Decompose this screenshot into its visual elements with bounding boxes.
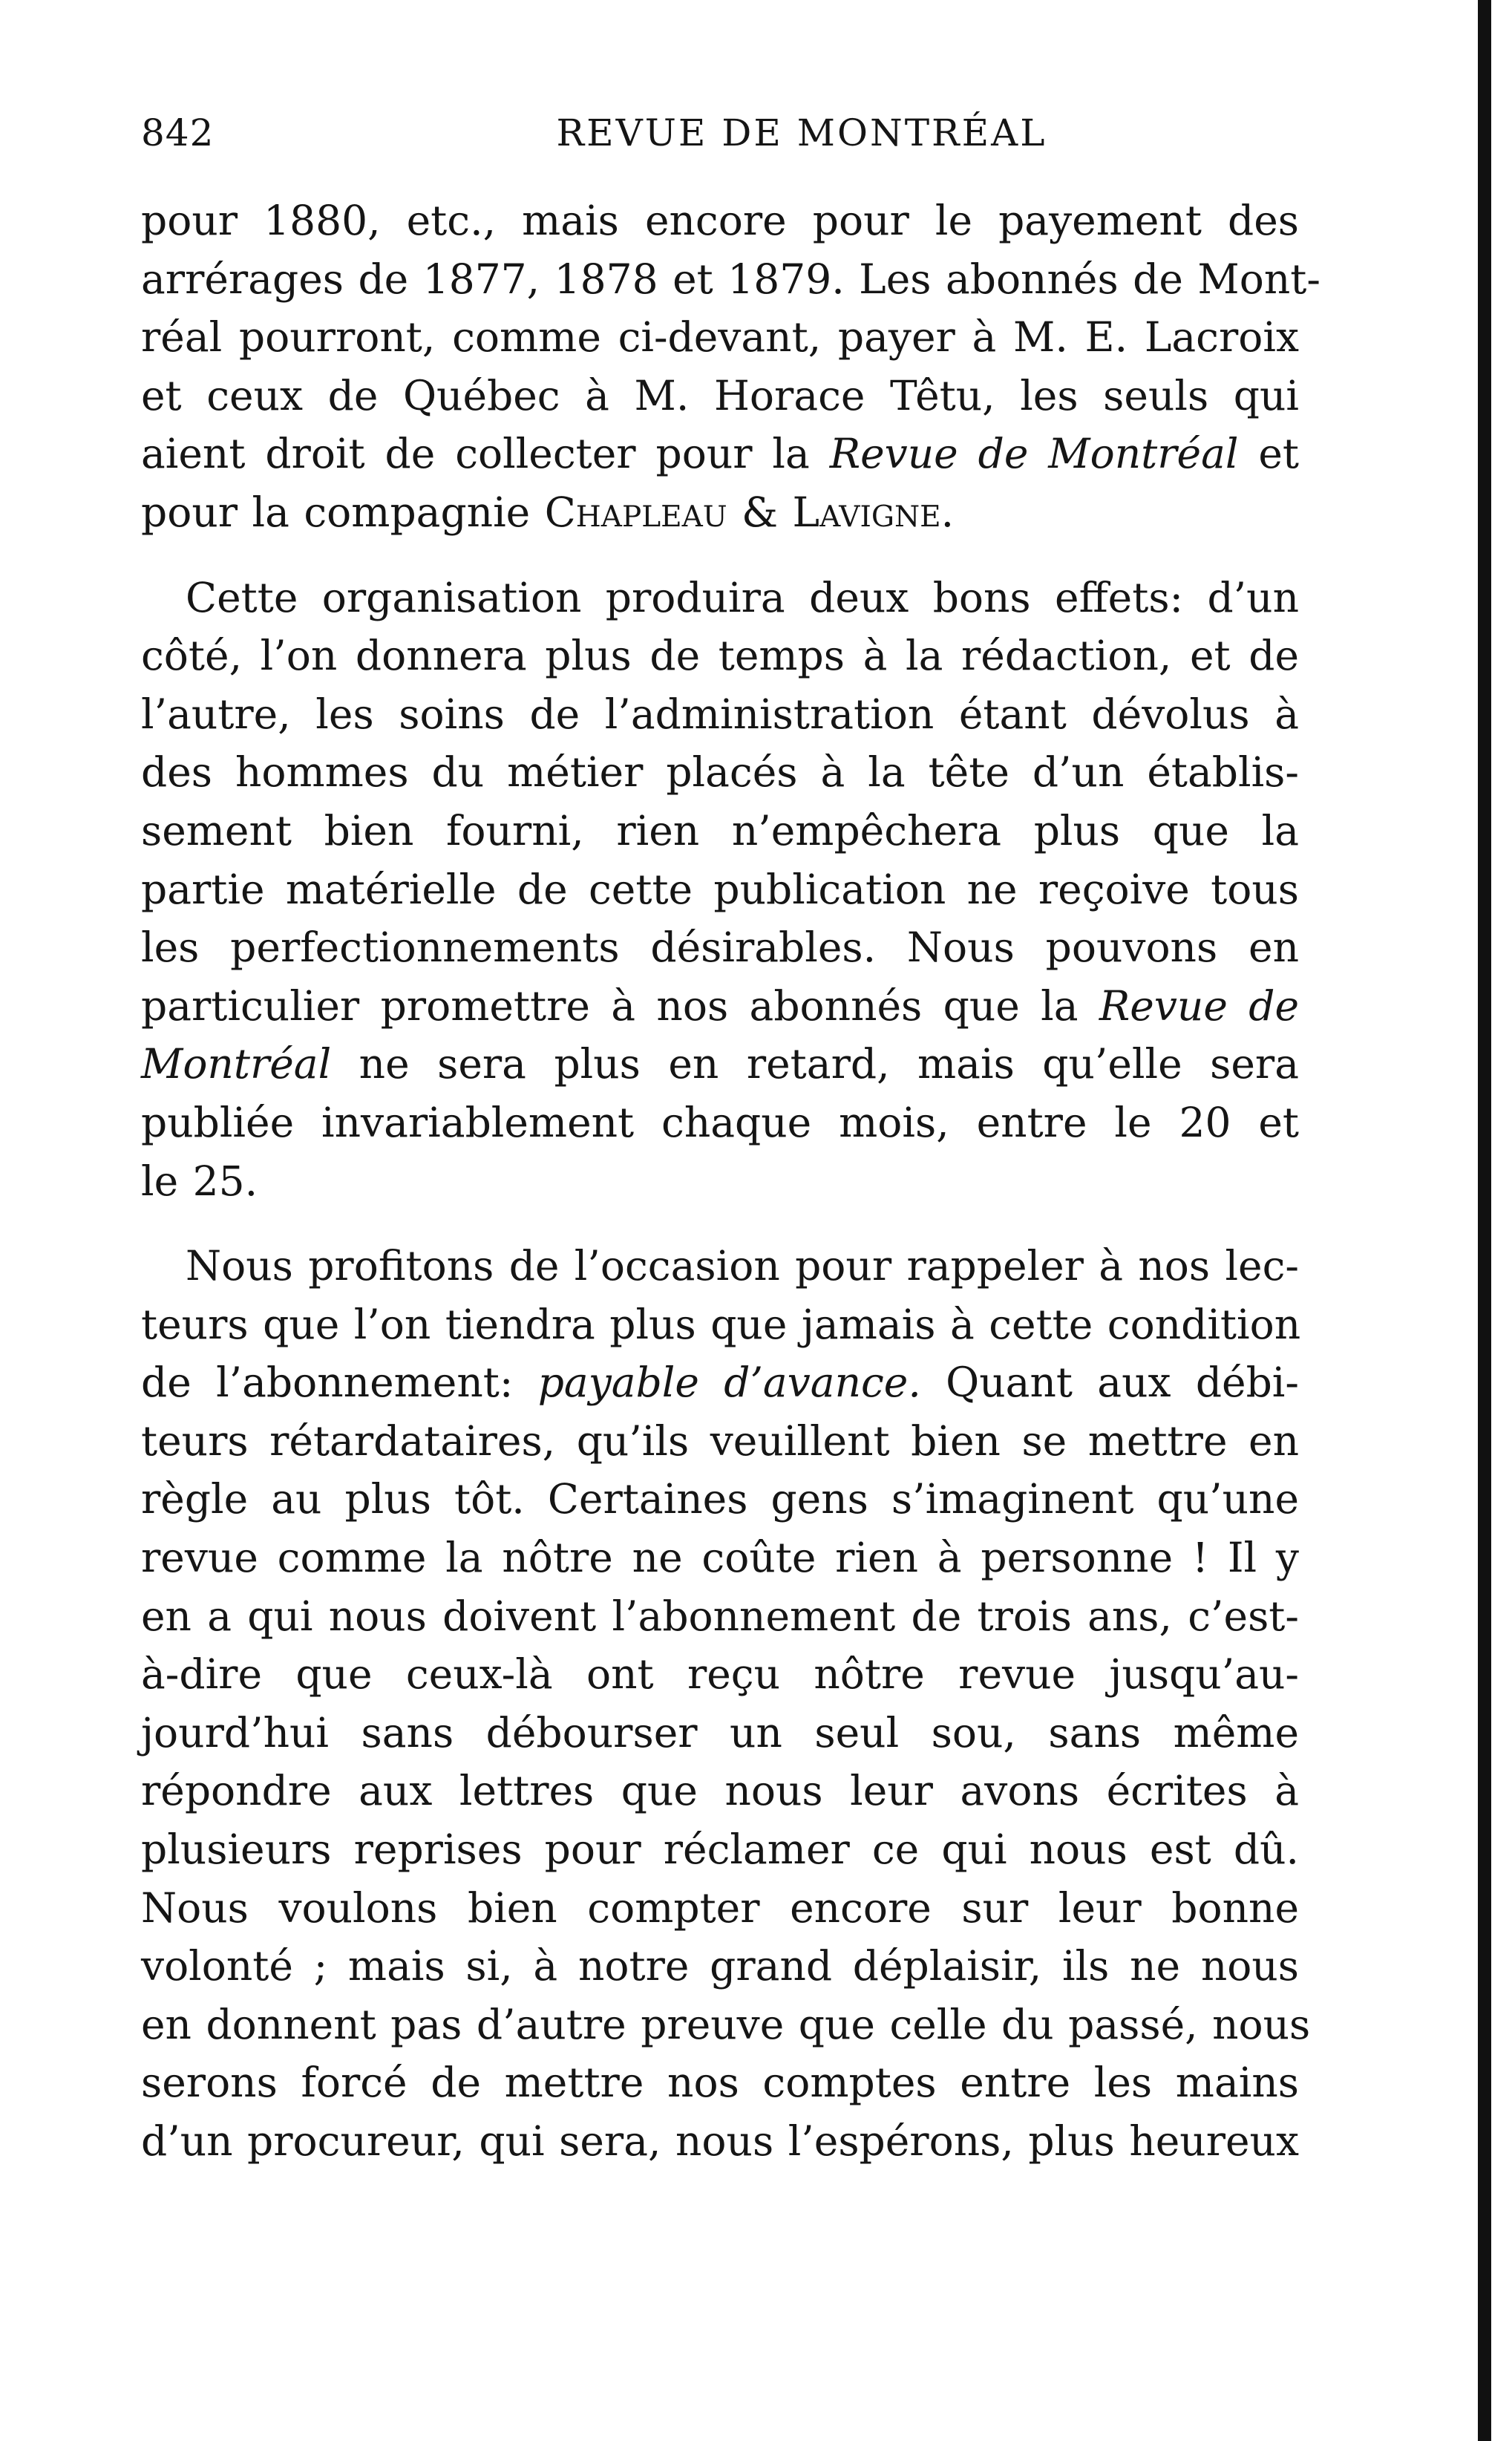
page-header [141,111,1299,163]
text-line: partie matérielle de cette publication ne reçoive tous [141,865,1299,913]
text-line: en donnent pas d’autre preuve que celle du passé, nous [141,2000,1311,2048]
text-line: teurs rétardataires, qu’ils veuillent bien se mettre en [141,1416,1299,1465]
text-line: pour 1880, etc., mais encore pour le payement des [141,197,1299,244]
text-fragment: aient droit de collecter pour la [141,430,830,478]
payment-terms-italic: payable d’avance. [537,1359,921,1407]
text-line: des hommes du métier placés à la tête d’un établis- [141,748,1299,797]
paragraph-gap [141,1210,1299,1237]
text-line: revue comme la nôtre ne coûte rien à personne ! Il y [141,1534,1299,1582]
text-line [141,483,1299,542]
text-line: l’autre, les soins de l’administration étant dévolus à [141,690,1299,738]
text-line [141,977,1299,1036]
text-fragment: . [940,488,955,536]
text-line: arrérages de 1877, 1878 et 1879. Les abonnés de Mont- [141,255,1320,303]
company-name: Lavigne [792,488,941,536]
company-name: Chapleau [544,488,727,536]
text-line: en a qui nous doivent l’abonnement de trois ans, c’est- [141,1592,1299,1640]
text-line: serons forcé de mettre nos comptes entre les mains [141,2059,1299,2107]
text-fragment: particulier promettre à nos abonnés que la [141,981,1099,1030]
text-line: jourd’hui sans débourser un seul sou, sans même [141,1708,1299,1757]
text-line: plusieurs reprises pour réclamer ce qui nous est dû. [141,1826,1299,1874]
text-line: côté, l’on donnera plus de temps à la rédaction, et de [141,632,1299,680]
journal-title-italic: Revue de Montréal [829,430,1239,478]
body-text [141,192,1320,2171]
text-line: sement bien fourni, rien n’empêchera plus que la [141,806,1299,854]
running-title: REVUE DE MONTRÉAL [556,111,1047,154]
text-line: règle au plus tôt. Certaines gens s’imaginent qu’une [141,1475,1299,1523]
text-line: Nous profitons de l’occasion pour rappeler à nos lec- [186,1242,1299,1290]
text-line: le 25. [141,1157,258,1205]
page-edge-shadow [1478,0,1491,2441]
text-line: volonté ; mais si, à notre grand déplaisir, ils ne nous [141,1942,1299,1990]
text-line: Cette organisation produira deux bons effets: d’un [186,573,1299,621]
text-line: teurs que l’on tiendra plus que jamais à cette condition [141,1300,1301,1348]
text-line: publiée invariablement chaque mois, entre le 20 et [141,1098,1299,1146]
text-fragment: ne sera plus en retard, mais qu’elle sera [331,1040,1299,1088]
text-fragment: et [1238,430,1300,478]
paragraph-gap [141,542,1299,569]
text-line: et ceux de Québec à M. Horace Têtu, les seuls qui [141,371,1299,419]
text-line: d’un procureur, qui sera, nous l’espérons, plus heureux [141,2117,1299,2165]
text-line [141,1353,1299,1412]
journal-title-italic: Revue de [1099,981,1299,1030]
journal-title-italic: Montréal [141,1040,332,1088]
text-line: les perfectionnements désirables. Nous pouvons en [141,924,1299,972]
text-line: Nous voulons bien compter encore sur leur bonne [141,1883,1299,1932]
ampersand: & [727,488,793,536]
text-line [141,425,1299,483]
text-line [141,1035,1299,1094]
text-line: à-dire que ceux-là ont reçu nôtre revue jusqu’au- [141,1650,1299,1699]
text-fragment: Quant aux débi- [920,1359,1299,1407]
text-line: répondre aux lettres que nous leur avons écrites à [141,1767,1299,1815]
text-fragment: pour la compagnie [141,488,545,536]
page-number: 842 [141,111,215,154]
text-line: réal pourront, comme ci-devant, payer à M. E. Lacroix [141,313,1299,362]
text-fragment: de l’abonnement: [141,1359,538,1407]
